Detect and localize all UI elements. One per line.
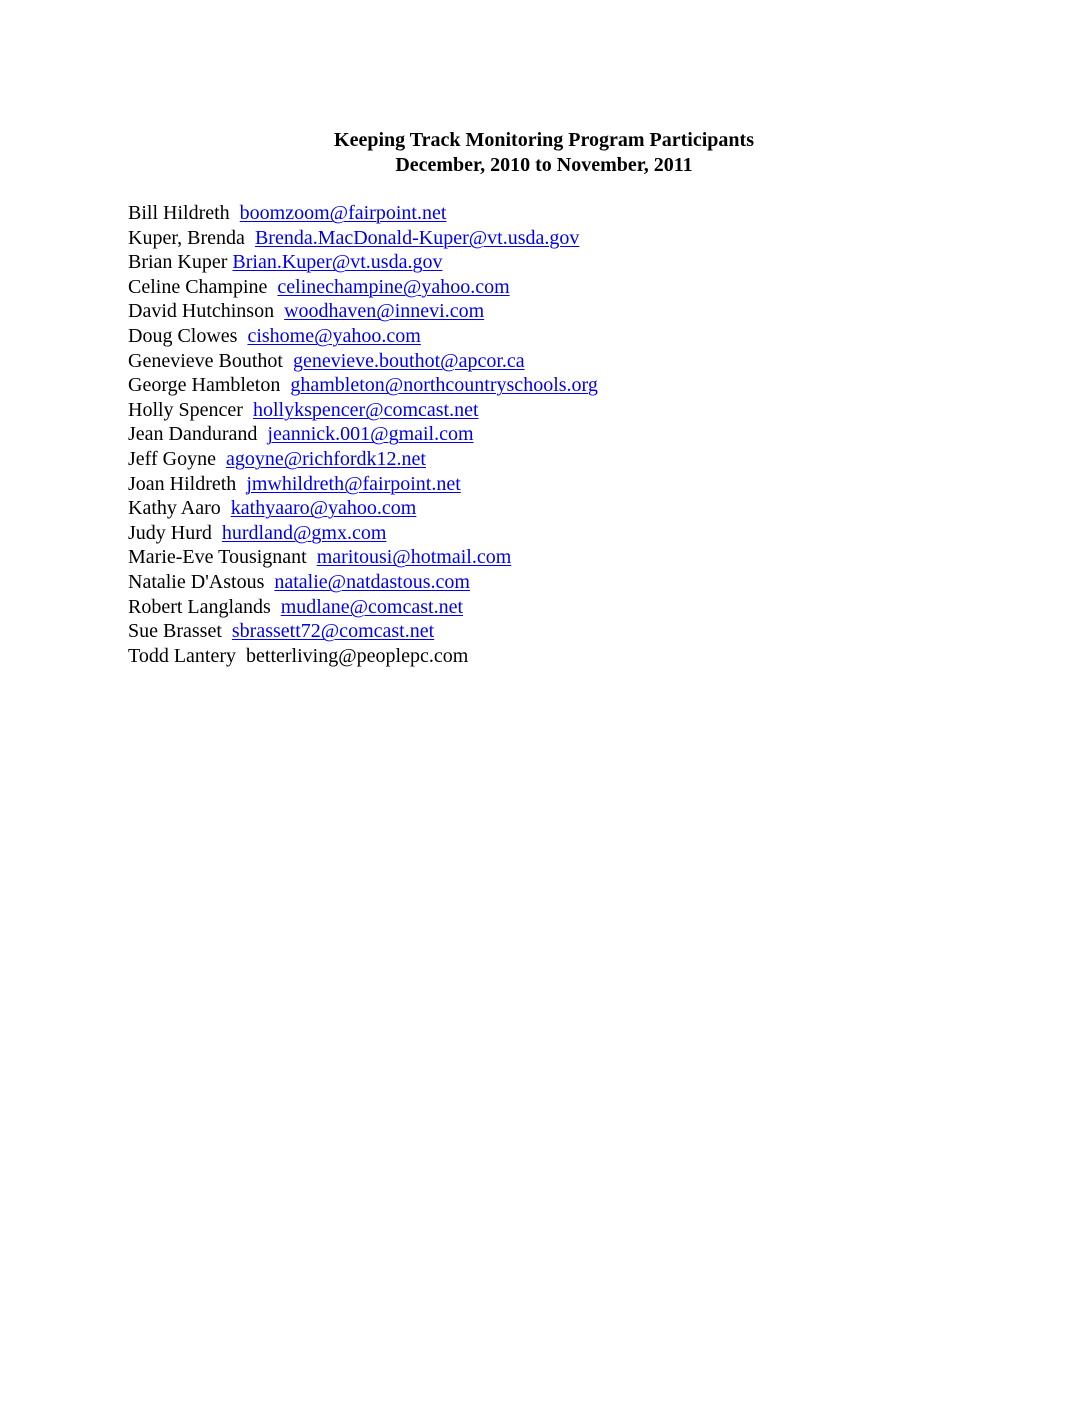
participant-row	[128, 496, 1028, 521]
participant-email-link[interactable]: woodhaven@innevi.com	[284, 300, 485, 323]
name-email-separator	[230, 202, 240, 224]
participant-name: Judy Hurd	[128, 521, 212, 544]
participant-row	[128, 324, 1028, 349]
participant-email-link[interactable]: boomzoom@fairpoint.net	[239, 202, 447, 224]
participant-email-link[interactable]: maritousi@hotmail.com	[316, 546, 512, 569]
participant-email-link[interactable]: cishome@yahoo.com	[247, 324, 421, 347]
participant-row	[128, 447, 1028, 472]
participant-name: Doug Clowes	[128, 324, 238, 347]
participant-row	[128, 373, 1028, 398]
title-line-2: December, 2010 to November, 2011	[395, 154, 693, 176]
participant-name: Celine Champine	[128, 275, 268, 298]
name-email-separator	[280, 374, 290, 396]
name-email-separator	[243, 399, 253, 421]
participant-name: Sue Brasset	[128, 620, 222, 643]
participant-email-link[interactable]: natalie@natdastous.com	[274, 570, 470, 593]
name-email-separator	[257, 423, 267, 445]
participant-email-link[interactable]: hollykspencer@comcast.net	[252, 398, 479, 421]
title-line-1: Keeping Track Monitoring Program Participants	[334, 129, 754, 151]
participant-row	[128, 644, 1028, 669]
name-email-separator	[274, 300, 284, 322]
participant-name: Jeff Goyne	[128, 447, 216, 470]
participant-row	[128, 275, 1028, 300]
participant-email-link[interactable]: celinechampine@yahoo.com	[277, 275, 510, 298]
participant-email: betterliving@peoplepc.com	[246, 644, 469, 667]
name-email-separator	[267, 276, 277, 298]
name-email-separator	[307, 546, 317, 568]
participant-name: Kuper, Brenda	[128, 226, 245, 249]
participant-name: Holly Spencer	[128, 398, 243, 421]
participant-name: Joan Hildreth	[128, 472, 237, 495]
participant-email-link[interactable]: sbrassett72@comcast.net	[231, 620, 435, 643]
participant-name: George Hambleton	[128, 374, 281, 397]
name-email-separator	[264, 571, 274, 593]
participant-email-link[interactable]: mudlane@comcast.net	[280, 595, 463, 618]
participant-email-link[interactable]: Brian.Kuper@vt.usda.gov	[232, 251, 443, 274]
participant-row	[128, 472, 1028, 497]
participant-email-link[interactable]: jeannick.001@gmail.com	[267, 423, 474, 446]
participant-name: Jean Dandurand	[128, 423, 258, 446]
participant-row	[128, 545, 1028, 570]
participant-email-link[interactable]: agoyne@richfordk12.net	[225, 447, 426, 470]
participant-row	[128, 422, 1028, 447]
name-email-separator	[212, 522, 222, 544]
participant-list	[128, 201, 1028, 668]
name-email-separator	[245, 227, 255, 249]
participant-email-link[interactable]: ghambleton@northcountryschools.org	[290, 374, 598, 397]
name-email-separator	[283, 350, 293, 372]
participant-name: Genevieve Bouthot	[128, 349, 283, 372]
participant-email-link[interactable]: genevieve.bouthot@apcor.ca	[292, 349, 525, 372]
participant-row	[128, 570, 1028, 595]
name-email-separator	[216, 448, 226, 470]
participant-row	[128, 398, 1028, 423]
name-email-separator	[271, 596, 281, 618]
participant-row	[128, 619, 1028, 644]
name-email-separator	[237, 325, 247, 347]
participant-name: Bill Hildreth	[128, 202, 230, 224]
participant-email-link[interactable]: hurdland@gmx.com	[221, 521, 387, 544]
participant-row	[128, 226, 1028, 251]
participant-name: Brian Kuper	[128, 251, 228, 274]
name-email-separator	[236, 473, 246, 495]
participant-email-link[interactable]: jmwhildreth@fairpoint.net	[246, 472, 461, 495]
participant-name: David Hutchinson	[128, 300, 275, 323]
document-title	[0, 128, 1088, 178]
participant-name: Marie-Eve Tousignant	[128, 546, 307, 569]
participant-row	[128, 595, 1028, 620]
name-email-separator	[222, 620, 232, 642]
participant-email-link[interactable]: Brenda.MacDonald-Kuper@vt.usda.gov	[254, 226, 580, 249]
participant-row	[128, 349, 1028, 374]
participant-name: Todd Lantery	[128, 644, 237, 667]
participant-row	[128, 201, 1028, 226]
participant-name: Kathy Aaro	[128, 497, 221, 520]
name-email-separator	[221, 497, 231, 519]
participant-email-link[interactable]: kathyaaro@yahoo.com	[230, 497, 417, 520]
participant-row	[128, 299, 1028, 324]
participant-name: Natalie D'Astous	[128, 570, 265, 593]
name-email-separator	[236, 645, 246, 667]
participant-row	[128, 250, 1028, 275]
participant-name: Robert Langlands	[128, 595, 271, 618]
participant-row	[128, 521, 1028, 546]
